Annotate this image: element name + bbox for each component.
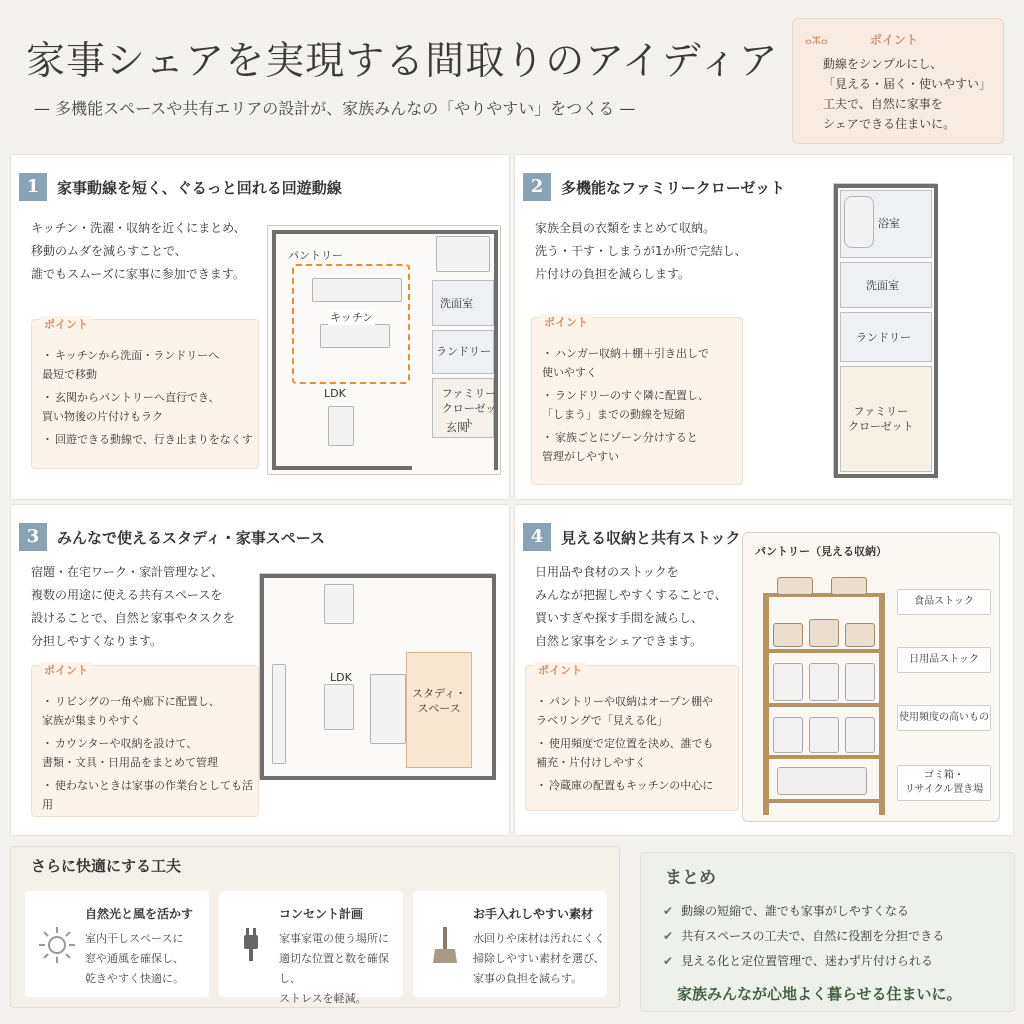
section-2-panel [514,154,1014,500]
point-item: ・ ハンガー収納＋棚＋引き出しで 使いやすく [542,344,709,382]
room-kitchen: キッチン [330,311,374,324]
floor-plan-2 [833,183,937,477]
room-laundry: ランドリー [856,331,911,344]
section-2-points [531,317,743,485]
page-subtitle: — 多機能スペースや共有エリアの設計が、家族みんなの「やりやすい」をつくる — [34,99,636,118]
section-1-points [31,319,259,469]
pantry-rack [742,532,1000,822]
section-number: 3 [19,523,47,551]
point-item: ・ 冷蔵庫の配置もキッチンの中心に [536,776,714,795]
section-1-panel [10,154,510,500]
summary-item [663,924,944,949]
room-closet: ファミリー クローゼット [441,387,497,430]
point-label: ポイント [534,662,586,678]
broom-icon [425,925,465,965]
tag-daily: 日用品ストック [897,647,991,673]
section-4-points [525,665,739,811]
point-item: ・ 家族ごとにゾーン分けすると 管理がしやすい [542,428,709,466]
tip-desc: 家事家電の使う場所に 適切な位置と数を確保し、 ストレスを軽減。 [279,932,389,1005]
tip-title: お手入れしやすい素材 [473,907,594,921]
section-title-text: みんなで使えるスタディ・家事スペース [57,528,326,547]
floor-plan-3 [259,573,495,779]
point-label: ポイント [540,314,592,330]
top-point-text: 動線をシンプルにし、 「見える・届く・使いやすい」 工夫で、自然に家事を シェアできる住まいに。 [823,57,992,131]
section-1-desc: キッチン・洗濯・収納を近くにまとめ、 移動のムダを減らすことで、 誰でもスムーズに家事に参加できます。 [31,221,246,281]
room-bath: 浴室 [878,217,900,230]
rack-title: パントリー（見える収納） [755,545,887,558]
section-2-desc: 家族全員の衣類をまとめて収納。 洗う・干す・しまうが1か所で完結し、 片付けの負担を減らします。 [535,221,747,281]
tip-card-light [25,891,209,997]
section-title-text: 見える収納と共有ストック [561,528,741,547]
section-4-title [523,523,741,551]
section-2-title [523,173,785,201]
section-3-points [31,665,259,817]
room-ldk: LDK [330,671,352,684]
room-study: スタディ・ スペース [412,687,467,715]
room-closet: ファミリー クローゼット [848,405,914,433]
tip-desc: 水回りや床材は汚れにくく 掃除しやすい素材を選び、 家事の負担を減らす。 [473,932,605,985]
room-ldk: LDK [324,387,346,400]
point-item: ・ 使わないときは家事の作業台としても活用 [42,776,258,814]
room-laundry: ランドリー [436,345,491,358]
summary-panel [640,852,1015,1012]
summary-item [663,899,944,924]
section-number: 1 [19,173,47,201]
point-item: ・ 使用頻度で定位置を決め、誰でも 補充・片付けしやすく [536,734,714,772]
tag-trash: ゴミ箱・ リサイクル置き場 [897,765,991,801]
section-number: 4 [523,523,551,551]
section-3-panel [10,504,510,836]
room-wash: 洗面室 [866,279,899,292]
top-point-note [792,18,1004,144]
plug-icon [231,925,271,965]
tip-title: コンセント計画 [279,907,364,921]
sun-icon [37,925,77,965]
room-entrance: 玄関 [446,421,468,434]
point-label: ポイント [40,662,92,678]
section-3-title [19,523,325,551]
summary-title: まとめ [665,868,716,888]
point-item: ・ ランドリーのすぐ隣に配置し、 「しまう」までの動線を短縮 [542,386,709,424]
section-3-desc: 宿題・在宅ワーク・家計管理など、 複数の用途に使える共有スペースを 設けることで、自然と家事やタスクを 分担しやすくなります。 [31,565,235,648]
check-icon: ✔ [663,929,674,943]
tip-card-outlet [219,891,403,1005]
section-title-text: 多機能なファミリークローゼット [561,178,786,197]
point-item: ・ 回遊できる動線で、行き止まりをなくす [42,430,253,449]
summary-footer: 家族みんなが心地よく暮らせる住まいに。 [677,985,962,1003]
section-1-title [19,173,342,201]
section-title-text: 家事動線を短く、ぐるっと回れる回遊動線 [57,178,342,197]
point-item: ・ 玄関からパントリーへ直行でき、 買い物後の片付けもラク [42,388,253,426]
summary-item-text: 動線の短縮で、誰でも家事がしやすくなる [681,904,909,918]
top-point-label: ポイント [869,33,918,47]
extra-tips-panel [10,846,620,1008]
tip-title: 自然光と風を活かす [85,907,194,921]
point-item: ・ キッチンから洗面・ランドリーへ 最短で移動 [42,346,253,384]
point-item: ・ カウンターや収納を設けて、 書類・文具・日用品をまとめて管理 [42,734,258,772]
page-title: 家事シェアを実現する間取りのアイディア [26,39,779,84]
check-icon: ✔ [663,954,674,968]
summary-item-text: 共有スペースの工夫で、自然に役割を分担できる [681,929,945,943]
summary-item [663,949,944,974]
tag-frequent: 使用頻度の高いもの [897,705,991,731]
tip-card-material [413,891,607,997]
point-label: ポイント [40,316,92,332]
section-4-desc: 日用品や食材のストックを みんなが把握しやすくすることで、 買いすぎや探す手間を減らし、 自然と家事をシェアできます。 [535,565,727,648]
tag-food: 食品ストック [897,589,991,615]
section-number: 2 [523,173,551,201]
check-icon: ✔ [663,904,674,918]
room-pantry: パントリー [288,249,343,262]
tip-desc: 室内干しスペースに 窓や通風を確保し、 乾きやすく快適に。 [85,932,184,985]
point-item: ・ パントリーや収納はオープン棚や ラベリングで「見える化」 [536,692,714,730]
summary-item-text: 見える化と定位置管理で、迷わず片付けられる [681,954,933,968]
floor-plan-1 [267,225,501,475]
extra-title: さらに快適にする工夫 [31,857,182,875]
leaf-icon: ⴰⵣⴰ [805,34,828,47]
room-wash: 洗面室 [440,297,473,310]
point-item: ・ リビングの一角や廊下に配置し、 家族が集まりやすく [42,692,258,730]
